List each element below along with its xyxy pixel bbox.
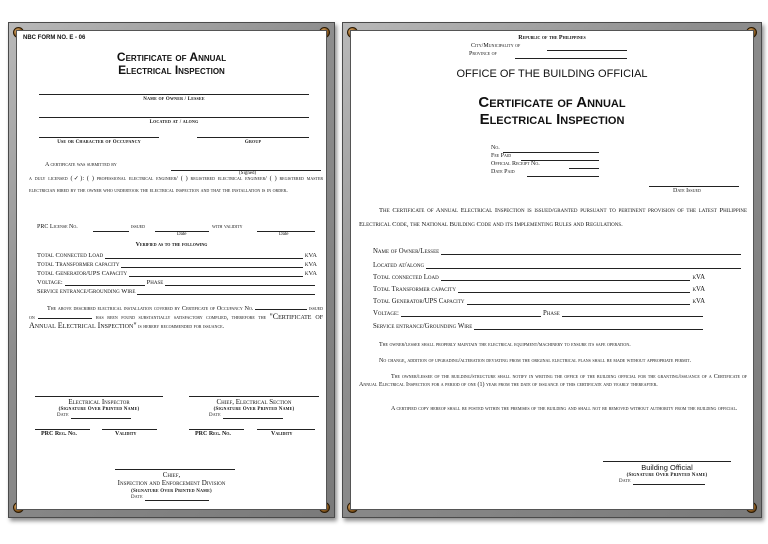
validity-date-label: Date <box>279 232 289 237</box>
owner-label: Name of Owner / Lessee <box>143 97 205 102</box>
left-generator-row <box>37 268 317 277</box>
section-chief-validity-line <box>257 429 315 430</box>
receipt-label: Official Receipt No. <box>491 161 540 167</box>
left-voltage-label: Voltage: <box>37 279 63 286</box>
division-chief-sign-line <box>115 469 235 470</box>
terms-paragraph-3: The owner/lessee of the building/structure shall notify in writing the office of the building official for the granting/issuance of a Certificate of Annual Electrical Inspection for a period of one (1) year from the date of issuance of this certificate and yearly thereafter. <box>359 374 747 388</box>
no-line <box>503 152 599 153</box>
right-voltage-label: Voltage: <box>373 310 399 317</box>
inspector-sign-line <box>35 396 163 397</box>
section-chief-validity-label: Validity <box>271 431 293 437</box>
inspector-date-label: Date <box>57 413 69 418</box>
section-chief-title: Chief, Electrical Section <box>216 398 292 406</box>
right-located-row <box>373 260 743 269</box>
group-label: Group <box>244 140 262 145</box>
right-load-row <box>373 272 705 281</box>
right-phase-label: Phase <box>542 310 560 317</box>
division-chief-date-label: Date <box>131 495 143 500</box>
date-paid-label: Date Paid <box>491 169 515 175</box>
occupancy-label: Use or Character of Occupancy <box>57 140 141 145</box>
left-phase-label: Phase <box>146 279 164 286</box>
left-transformer-label: Total Transformer capacity <box>37 261 120 268</box>
issued-date-label: Date <box>177 232 187 237</box>
left-certificate-frame <box>8 22 335 518</box>
section-chief-prc-label: PRC Reg. No. <box>195 431 231 437</box>
left-generator-label: Total Generator/UPS Capacity <box>37 270 128 277</box>
division-chief-subtitle: (Signature Over Printed Name) <box>131 489 212 494</box>
inspector-subtitle: (Signature Over Printed Name) <box>58 407 140 412</box>
section-chief-sign-line <box>189 396 319 397</box>
inspector-title: Electrical Inspector <box>68 398 130 406</box>
right-generator-label: Total Generator/UPS Capacity <box>373 298 465 305</box>
date-paid-line <box>527 176 599 177</box>
right-owner-row <box>373 246 743 255</box>
date-issued-label: Date Issued <box>673 188 701 194</box>
left-load-label: Total Connected Load <box>37 252 104 259</box>
right-located-label: Located at/along <box>373 262 425 269</box>
right-owner-label: Name of Owner/Lessee <box>373 248 440 255</box>
group-line <box>197 137 309 138</box>
form-number: NBC FORM NO. E - 06 <box>23 35 86 41</box>
right-title-line2: Electrical Inspection <box>479 111 625 128</box>
no-label: No. <box>491 145 500 151</box>
recommendation-text-c: is hereby recommended for issuance. <box>138 323 225 331</box>
left-transformer-row <box>37 259 317 268</box>
prc-license-label: PRC License No. <box>37 224 78 230</box>
fee-label: Fee Paid <box>491 153 512 159</box>
licensed-paragraph: a duly licensed (✓): ( ) professional electrical engineer/ ( ) registered electrical engineer/ ( ) registered master electrician hired by the owner who undertook the electrical inspection and that the installation is in order. <box>29 175 323 194</box>
inspector-prc-label: PRC Reg. No. <box>41 431 77 437</box>
section-chief-prc-line <box>189 429 244 430</box>
left-service-row <box>37 286 317 295</box>
recommendation-issued: issued on <box>29 305 324 322</box>
validity-label: with validity <box>212 224 243 230</box>
office-heading: OFFICE OF THE BUILDING OFFICIAL <box>456 68 648 80</box>
right-voltage-row <box>373 308 705 317</box>
left-title-line2: Electrical Inspection <box>118 63 225 77</box>
inspector-prc-line <box>35 429 90 430</box>
right-generator-row <box>373 296 705 305</box>
signed-label: (Signed) <box>239 171 257 176</box>
left-transformer-unit: kVA <box>304 261 317 268</box>
right-load-unit: kVA <box>692 274 705 281</box>
right-title-line1: Certificate of Annual <box>478 94 626 111</box>
left-service-label: Service entrance/Grounding Wire <box>37 288 136 295</box>
right-certificate-frame <box>342 22 762 518</box>
prc-license-line <box>93 231 129 232</box>
building-official-title: Building Official <box>641 463 693 472</box>
receipt-line <box>569 168 599 169</box>
inspector-validity-line <box>102 429 157 430</box>
city-line <box>547 50 627 51</box>
building-official-subtitle: (Signature Over Printed Name) <box>626 473 708 478</box>
owner-line <box>39 94 309 95</box>
located-label: Located at / along <box>149 120 199 125</box>
right-service-label: Service entrance/Grounding Wire <box>373 323 473 330</box>
terms-paragraph-1: The owner/lessee shall properly maintain the electrical equipment/machinery to ensure its safe operation. <box>379 342 631 348</box>
left-generator-unit: kVA <box>304 270 317 277</box>
occupancy-line <box>39 137 159 138</box>
recommendation-has: has <box>95 314 104 322</box>
verified-heading: Verified as to the following <box>135 242 208 248</box>
left-load-unit: kVA <box>304 252 317 259</box>
left-load-row <box>37 250 317 259</box>
terms-paragraph-4: A certified copy hereof shall be posted within the premises of the building and shall not be removed without authority from the building official. <box>391 406 738 412</box>
recommendation-quote: "Certificate of Annual Electrical Inspection" <box>29 312 324 331</box>
issued-label: issued <box>131 224 146 230</box>
recommendation-paragraph <box>29 305 323 332</box>
right-certificate-paper <box>350 30 754 510</box>
recommendation-text-a: The above described electrical installation covered by Certificate of Occupancy No. <box>47 305 254 312</box>
republic-label: Republic of the Philippines <box>518 35 586 41</box>
section-chief-subtitle: (Signature Over Printed Name) <box>213 407 295 412</box>
right-load-label: Total connected Load <box>373 274 439 281</box>
division-chief-title-2: Inspection and Enforcement Division <box>117 479 226 487</box>
building-official-date-label: Date <box>619 479 631 484</box>
submitted-by-text: A certificate was submitted by <box>45 162 117 168</box>
division-chief-date-line <box>145 500 209 501</box>
section-chief-date-line <box>223 418 283 419</box>
inspector-date-line <box>71 418 131 419</box>
right-transformer-unit: kVA <box>692 286 705 293</box>
recommendation-text-b: been found substantially satisfactory complied, therefore the <box>107 314 267 322</box>
province-label: Province of <box>469 51 497 57</box>
terms-paragraph-2: No change, addition of upgrading/alteration deviating from the original electrical plans shall be made without appropriate permit. <box>379 358 691 364</box>
left-certificate-paper <box>16 30 327 510</box>
left-title-line1: Certificate of Annual <box>116 50 227 64</box>
located-line <box>39 117 309 118</box>
building-official-date-line <box>633 484 705 485</box>
date-issued-line <box>649 186 739 187</box>
division-chief-title-1: Chief, <box>162 471 181 479</box>
city-label: City/Municipality of <box>471 43 521 49</box>
left-voltage-row <box>37 277 317 286</box>
right-transformer-label: Total Transformer capacity <box>373 286 456 293</box>
building-official-sign-line <box>603 461 731 462</box>
right-transformer-row <box>373 284 705 293</box>
section-chief-date-label: Date <box>209 413 221 418</box>
inspector-validity-label: Validity <box>115 431 137 437</box>
right-service-row <box>373 321 705 330</box>
province-line <box>515 58 627 59</box>
right-generator-unit: kVA <box>692 298 705 305</box>
intro-paragraph: The Certificate of Annual Electrical Inspection is issued/granted pursuant to pertinent provision of the latest Philippine Electrical Code, the National Building Code and its Implementing Rules and Regulations. <box>359 207 747 228</box>
